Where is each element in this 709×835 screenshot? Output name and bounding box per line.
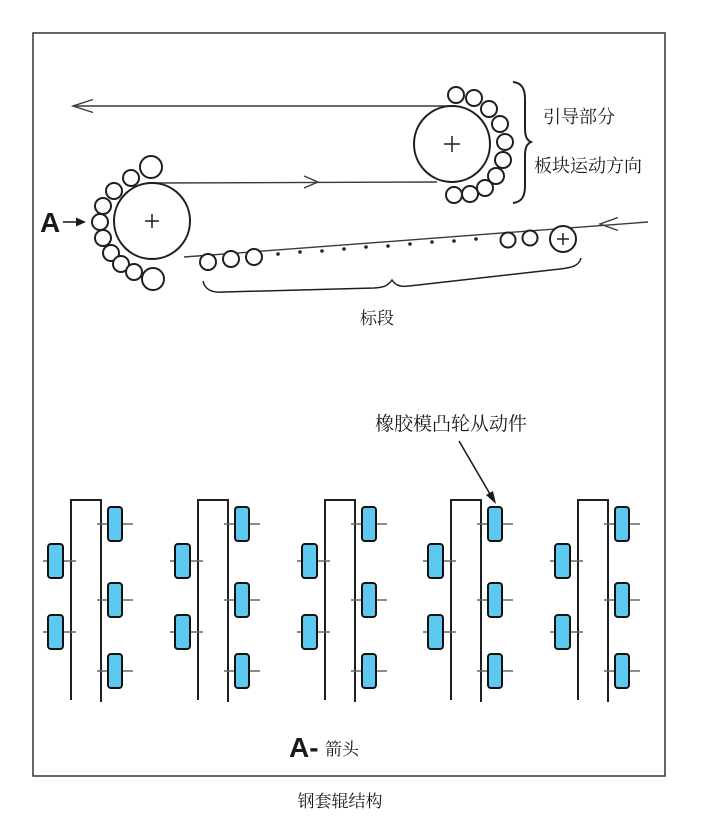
section-span-callout <box>203 258 581 328</box>
view-a-marker <box>40 207 86 238</box>
cam-unit-5 <box>550 500 640 702</box>
cam-unit-2 <box>170 500 260 702</box>
view-a-label: A <box>40 207 61 238</box>
figure-caption: 钢套辊结构 <box>297 792 383 811</box>
view-label-text: 箭头 <box>325 740 359 759</box>
guide-section-label: 引导部分 <box>543 107 615 127</box>
left-drive-roller <box>92 156 190 290</box>
guide-section-callout <box>513 82 642 203</box>
arrowhead-icon <box>486 491 496 504</box>
cam-unit-1 <box>43 500 133 702</box>
cam-follower-label: 橡胶模凸轮从动件 <box>375 414 528 435</box>
callout-arrow-line <box>459 441 490 494</box>
cam-unit-array <box>43 413 640 763</box>
cam-follower-callout <box>375 413 527 504</box>
cam-unit-3 <box>297 500 387 702</box>
tail-roller <box>550 226 576 252</box>
belt-middle-line <box>152 182 437 183</box>
support-rollers <box>200 226 576 270</box>
right-guide-roller <box>414 87 513 203</box>
view-a-arrow-label <box>289 732 360 763</box>
figure-border <box>33 33 665 776</box>
belt-schematic <box>40 82 648 328</box>
section-label: 标段 <box>360 309 394 328</box>
view-label-prefix: A- <box>289 732 319 763</box>
cam-unit-4 <box>423 500 513 702</box>
curly-brace-icon <box>513 82 531 203</box>
arrowhead-icon <box>76 218 86 227</box>
movement-direction-label: 板块运动方向 <box>534 156 642 176</box>
